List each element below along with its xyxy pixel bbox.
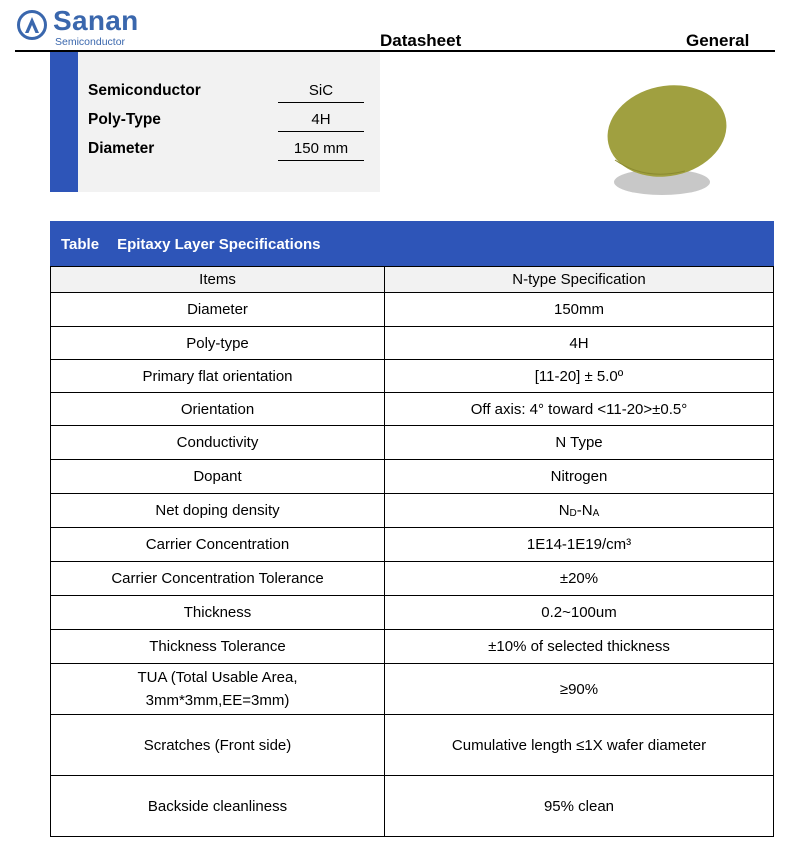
item-cell: Dopant xyxy=(51,460,385,494)
table-row xyxy=(51,494,774,528)
item-cell: Net doping density xyxy=(51,494,385,528)
spec-cell: Off axis: 4° toward <11-20>±0.5° xyxy=(385,393,774,426)
brand-subtitle: Semiconductor xyxy=(55,36,126,48)
item-cell: Carrier Concentration xyxy=(51,528,385,562)
table-row xyxy=(51,426,774,460)
item-cell: Carrier Concentration Tolerance xyxy=(51,562,385,596)
spec-cell: 150mm xyxy=(385,293,774,327)
spec-cell: Nitrogen xyxy=(385,460,774,494)
item-cell: TUA (Total Usable Area, 3mm*3mm,EE=3mm) xyxy=(51,664,385,715)
sanan-logo-icon xyxy=(17,9,47,41)
company-logo xyxy=(17,6,147,46)
table-row xyxy=(51,528,774,562)
table-title xyxy=(51,222,774,267)
table-row xyxy=(51,664,774,715)
table-row xyxy=(51,776,774,837)
spec-cell: 1E14-1E19/cm³ xyxy=(385,528,774,562)
table-row xyxy=(51,327,774,360)
spec-cell: Cumulative length ≤1X wafer diameter xyxy=(385,715,774,776)
summary-value: 150 mm xyxy=(278,138,364,161)
spec-cell: $N_D-N_A$ xyxy=(385,494,774,528)
spec-cell: ±20% xyxy=(385,562,774,596)
summary-value: 4H xyxy=(278,109,364,132)
summary-label: Semiconductor xyxy=(88,82,201,99)
spec-cell: [11-20] ± 5.0º xyxy=(385,360,774,393)
summary-value: SiC xyxy=(278,80,364,103)
table-row xyxy=(51,360,774,393)
table-row xyxy=(51,596,774,630)
spec-cell: ±10% of selected thickness xyxy=(385,630,774,664)
item-cell: Conductivity xyxy=(51,426,385,460)
item-cell: Scratches (Front side) xyxy=(51,715,385,776)
spec-cell: ≥90% xyxy=(385,664,774,715)
table-header-row xyxy=(51,267,774,293)
item-cell: Poly-type xyxy=(51,327,385,360)
summary-row-semiconductor xyxy=(88,80,378,108)
table-title-text: Epitaxy Layer Specifications xyxy=(117,235,321,253)
document-type: Datasheet xyxy=(380,31,462,50)
spec-cell: 0.2~100um xyxy=(385,596,774,630)
table-row xyxy=(51,715,774,776)
summary-label: Diameter xyxy=(88,140,155,157)
spec-cell: 4H xyxy=(385,327,774,360)
spec-cell: 95% clean xyxy=(385,776,774,837)
summary-label: Poly-Type xyxy=(88,111,161,128)
item-cell: Thickness Tolerance xyxy=(51,630,385,664)
summary-box xyxy=(50,52,380,192)
summary-accent-bar xyxy=(50,52,78,192)
table-row xyxy=(51,630,774,664)
summary-row-diameter xyxy=(88,138,378,166)
column-header-items: Items xyxy=(51,267,385,293)
column-header-spec: N-type Specification xyxy=(385,267,774,293)
table-row xyxy=(51,293,774,327)
table-row xyxy=(51,393,774,426)
summary-row-polytype xyxy=(88,109,378,137)
item-cell: Diameter xyxy=(51,293,385,327)
item-cell: Primary flat orientation xyxy=(51,360,385,393)
epitaxy-spec-table xyxy=(50,221,774,837)
spec-cell: N Type xyxy=(385,426,774,460)
document-category: General xyxy=(686,31,750,50)
item-cell: Orientation xyxy=(51,393,385,426)
wafer-image xyxy=(605,85,730,200)
item-cell: Backside cleanliness xyxy=(51,776,385,837)
table-row xyxy=(51,562,774,596)
table-title-prefix: Table xyxy=(61,235,100,253)
table-row xyxy=(51,460,774,494)
brand-name: Sanan xyxy=(53,5,139,36)
item-cell: Thickness xyxy=(51,596,385,630)
